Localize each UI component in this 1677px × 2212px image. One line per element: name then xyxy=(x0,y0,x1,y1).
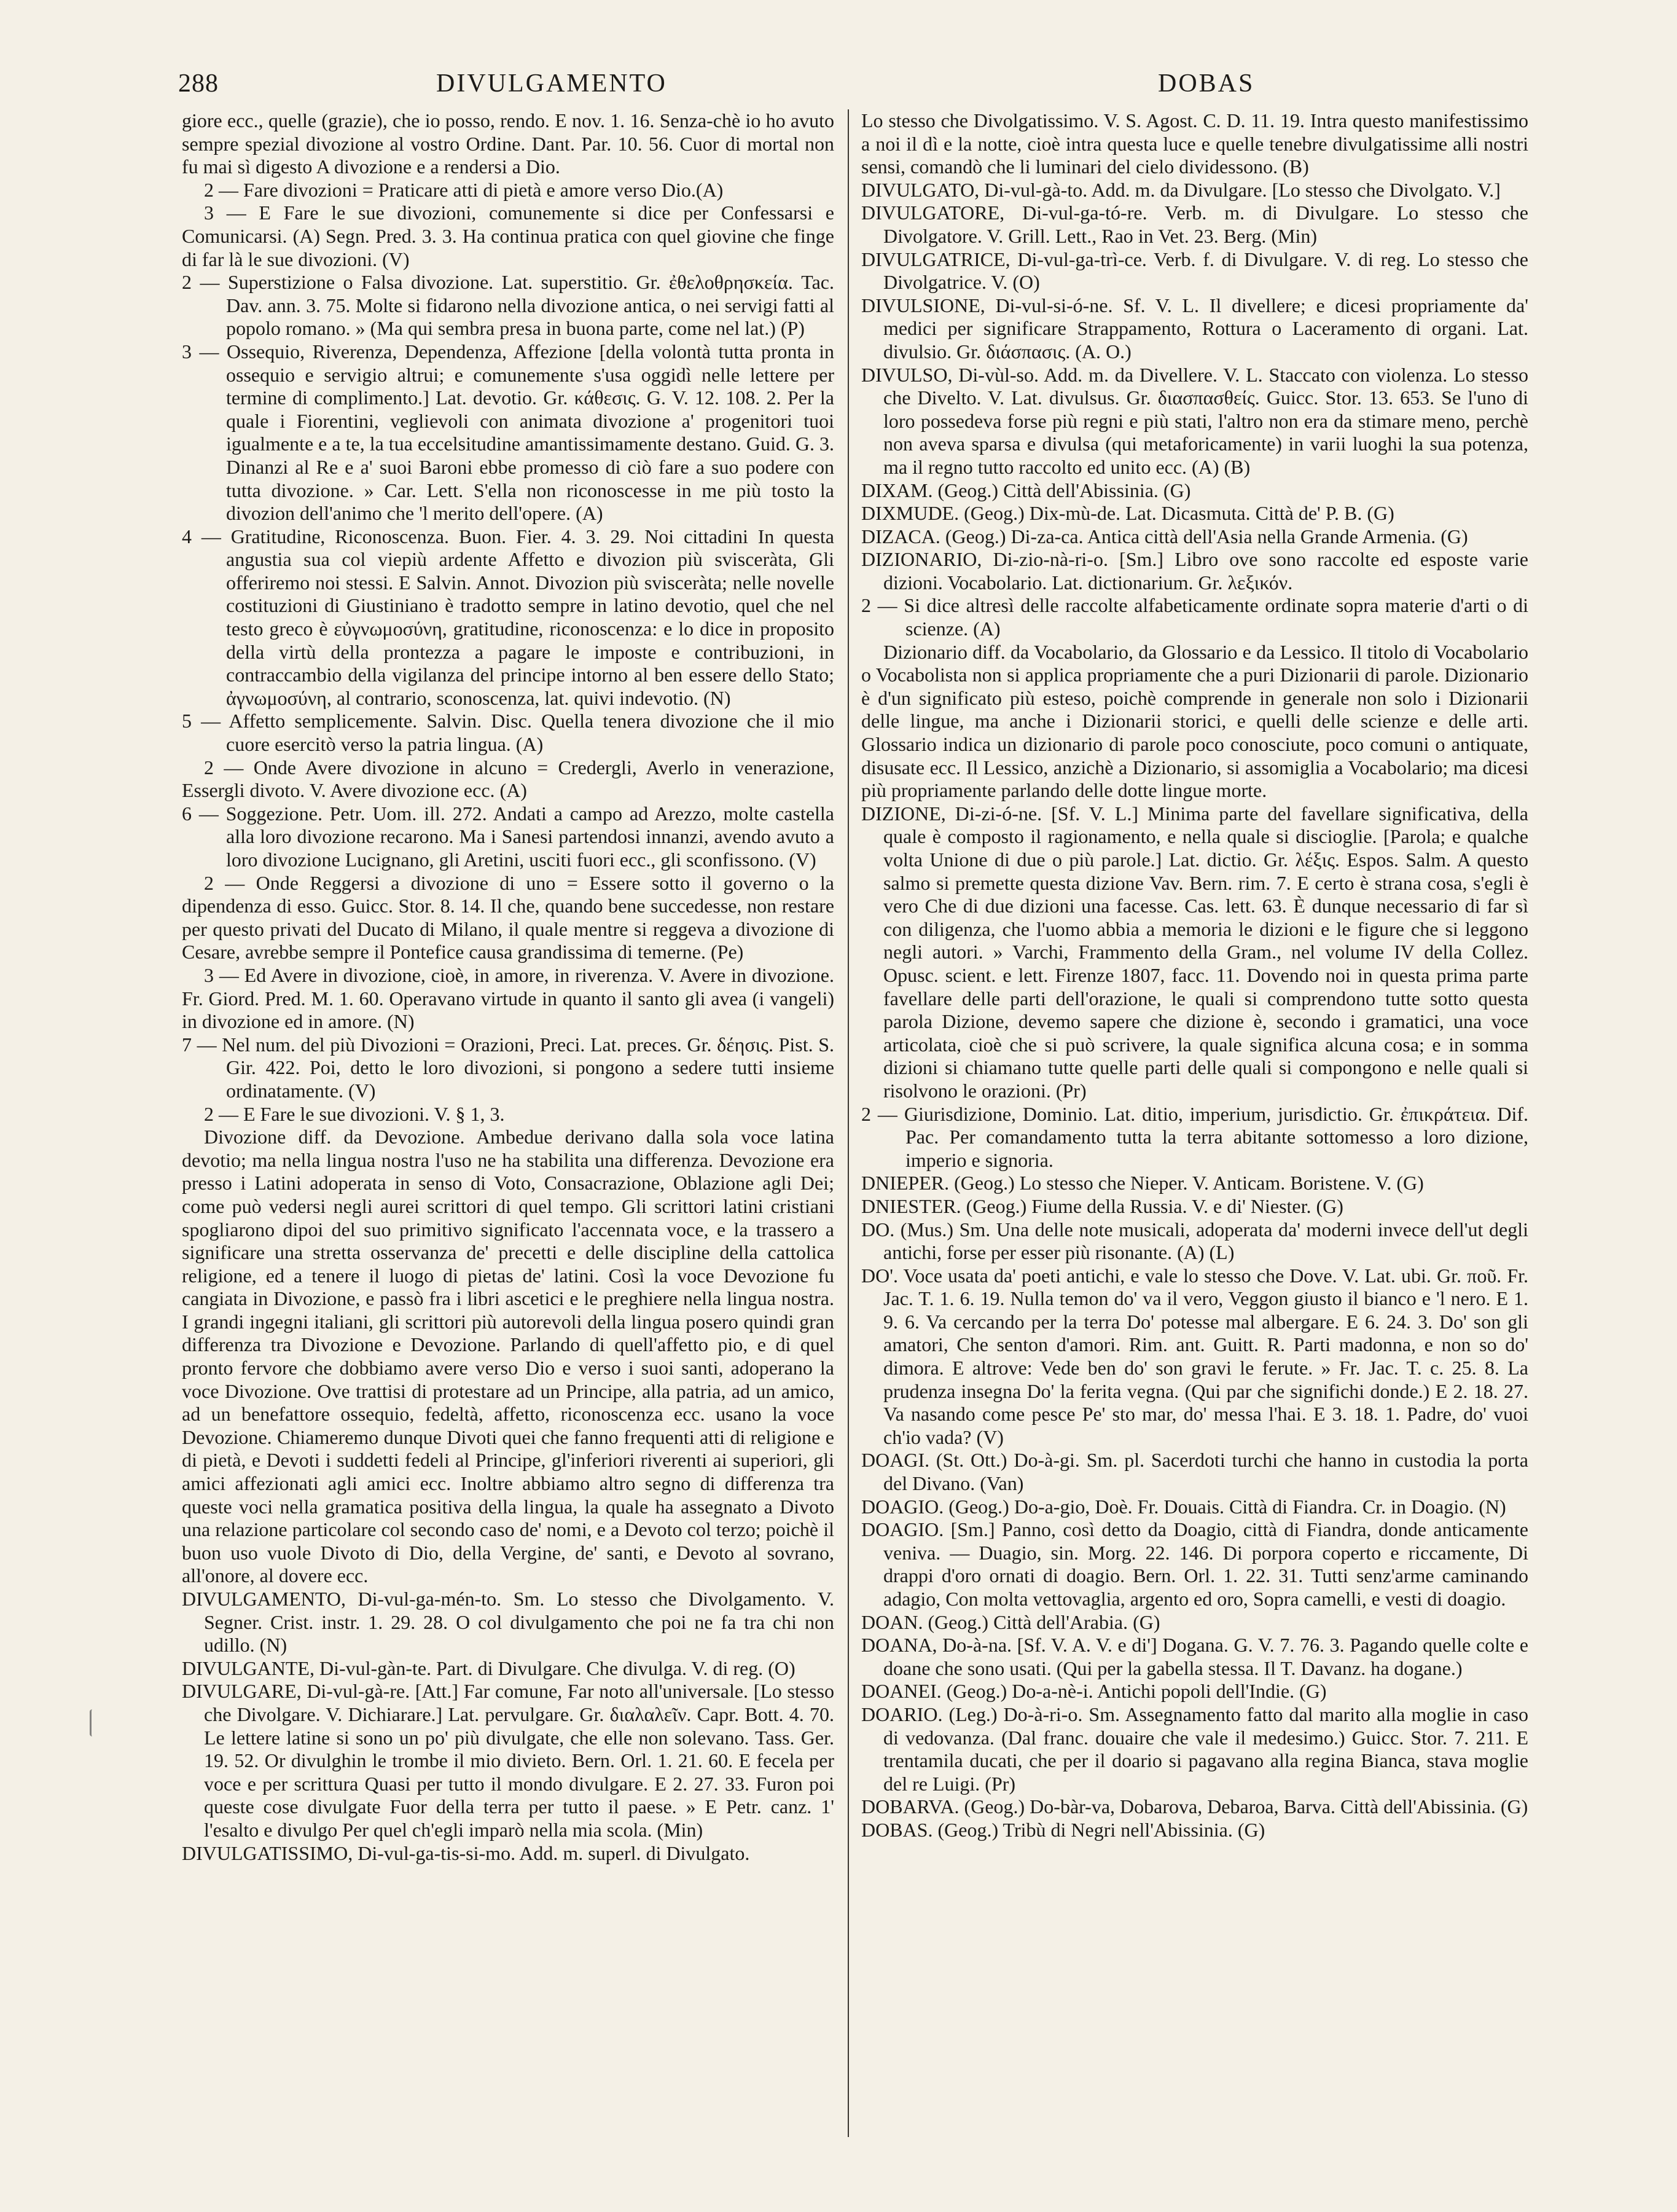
entry-paragraph: 2 — Fare divozioni = Praticare atti di pietà e amore verso Dio.(A) xyxy=(204,178,724,201)
headword-entry: DOAN. (Geog.) Città dell'Arabia. (G) xyxy=(861,1610,1160,1633)
headword-entry: DIVULSO, Di-vùl-so. Add. m. da Divellere. V. L. Staccato con violenza. Lo stesso che Divelto. V. Lat. divulsus. Gr. διασπασθείς. Guicc. Stor. 13. 653. Se l'uno di loro possedeva forse più regni e più stati, l'altro non era da stimare meno, perchè non aveva sparsa e divulsa (qui metaforicamente) in varii luoghi la sua potenza, ma il regno tutto raccolto ed unito ecc. (A) (B) xyxy=(861,363,1528,478)
margin-mark xyxy=(90,1709,96,1736)
usage-note-paragraph: Dizionario diff. da Vocabolario, da Glossario e da Lessico. Il titolo di Vocabolario o Vocabolista non si applica propriamente che a puri Dizionarii di parole. Dizionario è d'un significato più esteso, poichè comprende in generale non solo i Dizionarii delle lingue, ma anche i Dizionarii storici, e quelli delle scienze e delle arti. Glossario indica un dizionario di parole poco conosciute, poco comuni o antiquate, disusate ecc. Il Lessico, anzichè a Dizionario, si assomiglia a Vocabolario; ma dicesi più propriamente parlando delle dotte lingue morte. xyxy=(861,640,1528,802)
sense-paragraph: 4 — Gratitudine, Riconoscenza. Buon. Fier. 4. 3. 29. Noi cittadini In questa angustia sua col viepiù ardente Affetto e divozion più svisceràta, Gli offeriremo noi stessi. E Salvin. Annot. Divozion più svisceràta; nelle novelle costituzioni di Giustiniano è tradotto sempre in latino devotio, quel che nel testo greco è εὐγνωμοσύνη, gratitudine, riconoscenza: e lo dice in proposito della virtù della prontezza a pagare le imposte e contribuzioni, in contraccambio della vigilanza del principe intorno al ben essere dello Stato; ἀγνωμοσύνη, al contrario, sconoscenza, lat. quivi indevotio. (N) xyxy=(182,525,834,709)
left-running-head: DIVULGAMENTO xyxy=(436,69,667,98)
sense-paragraph: 5 — Affetto semplicemente. Salvin. Disc. Quella tenera divozione che il mio cuore esercitò verso la patria lingua. (A) xyxy=(182,710,834,756)
page-number: 288 xyxy=(178,69,219,98)
usage-note-paragraph: Divozione diff. da Devozione. Ambedue derivano dalla sola voce latina devotio; ma nella lingua nostra l'uso ne ha stabilita una differenza. Devozione era presso i Latini adoperata in senso di Voto, Consacrazione, Oblazione agli Dei; come può vedersi negli aurei scrittori di quel tempo. Gli scrittori latini cristiani spogliarono dipoi del suo primitivo significato l'accennata voce, e la trassero a significare una stretta osservanza de' precetti e delle discipline della cattolica religione, ed a tenere il luogo di pietas de' latini. Così la voce Devozione fu cangiata in Divozione, e passò fra i libri ascetici e le preghiere nella lingua nostra. I grandi ingegni italiani, gli scrittori più autorevoli della lingua posero quindi gran differenza tra Divozione e Devozione. Parlando di quell'affetto pio, e di quel pronto fervore che dobbiamo avere verso Dio e verso i suoi santi, adoperano la voce Divozione. Ove trattisi di protestare ad un Principe, alla patria, ad un amico, ad un benefattore ossequio, fedeltà, affetto, riconoscenza ecc. usano la voce Devozione. Chiameremo dunque Divoti quei che fanno frequenti atti di religione e di pietà, e Devoti i suddetti fedeli al Principe, gl'inferiori riverenti ai superiori, gli amici affezionati agli amici ecc. Inoltre abbiamo altro segno di differenza tra queste voci nella gramatica positiva della lingua, la quale ha assegnato a Divoto una relazione particolare col secondo caso de' nomi, e a Devoto col terzo; poichè il buon uso vuole Divoto di Dio, della Vergine, de' santi, e Devoto al sovrano, all'onore, al dovere ecc. xyxy=(182,1126,834,1587)
headword-entry: DIZIONARIO, Di-zio-nà-ri-o. [Sm.] Libro ove sono raccolte ed esposte varie dizioni. Vocabolario. Lat. dictionarium. Gr. λεξικόν. xyxy=(861,548,1528,594)
headword-entry: DIZACA. (Geog.) Di-za-ca. Antica città dell'Asia nella Grande Armenia. (G) xyxy=(861,525,1468,547)
headword-entry: DIXMUDE. (Geog.) Dix-mù-de. Lat. Dicasmuta. Città de' P. B. (G) xyxy=(861,502,1394,525)
entry-paragraph: giore ecc., quelle (grazie), che io posso, rendo. E nov. 1. 16. Senza-chè io ho avuto sempre spezial divozione al vostro Ordine. Dant. Par. 10. 56. Cuor di mortal non fu mai sì digesto A divozione e a rendersi a Dio. xyxy=(182,109,834,178)
headword-entry: DIXAM. (Geog.) Città dell'Abissinia. (G) xyxy=(861,479,1191,501)
subsense-paragraph: 2 — Onde Reggersi a divozione di uno = Essere sotto il governo o la dipendenza di esso. Guicc. Stor. 8. 14. Il che, quando bene succedesse, non restare per questo privati del Ducato di Milano, il quale mentre si reggeva a divozione di Cesare, avrebbe sempre il Pontefice causa grandissima di temerne. (Pe) xyxy=(182,871,834,963)
running-header xyxy=(178,61,1468,104)
headword-entry: DOAGIO. [Sm.] Panno, così detto da Doagio, città di Fiandra, donde anticamente veniva. — Duagio, sin. Morg. 22. 146. Di porpora coperto e riccamente, Di drappi d'oro ornati di doagio. Bern. Orl. 1. 22. 31. Tutti senz'arme caminando adagio, Con molta vettovaglia, argento ed oro, Sopra camelli, e vesti di doagio. xyxy=(861,1518,1528,1610)
sense-paragraph: 6 — Soggezione. Petr. Uom. ill. 272. Andati a campo ad Arezzo, molte castella alla loro divozione recarono. Ma i Sanesi partendosi innanzi, avendo avuto a loro divozione Lucignano, gli Aretini, usciti fuori ecc., gli sconfissono. (V) xyxy=(182,802,834,871)
subsense-paragraph: 3 — Ed Avere in divozione, cioè, in amore, in riverenza. V. Avere in divozione. Fr. Giord. Pred. M. 1. 60. Operavano virtude in quanto il santo gli avea (i vangeli) in divozione ed in amore. (N) xyxy=(182,963,834,1033)
headword-entry: DOBAS. (Geog.) Tribù di Negri nell'Abissinia. (G) xyxy=(861,1818,1265,1841)
headword-entry: DOAGIO. (Geog.) Do-a-gio, Doè. Fr. Douais. Città di Fiandra. Cr. in Doagio. (N) xyxy=(861,1495,1506,1518)
headword-entry: DIVULGATORE, Di-vul-ga-tó-re. Verb. m. di Divulgare. Lo stesso che Divolgatore. V. Grill. Lett., Rao in Vet. 23. Berg. (Min) xyxy=(861,202,1528,247)
sense-paragraph: 2 — Superstizione o Falsa divozione. Lat. superstitio. Gr. ἐθελοθρησκεία. Tac. Dav. ann. 3. 75. Molte si fidarono nella divozione antica, o nei servigi fatti al popolo romano. » (Ma qui sembra presa in buona parte, come nel lat.) (P) xyxy=(182,271,834,340)
headword-entry: DO'. Voce usata da' poeti antichi, e vale lo stesso che Dove. V. Lat. ubi. Gr. ποῦ. Fr. Jac. T. 1. 6. 19. Nulla temon do' va il vero, Veggon giusto il bianco e 'l nero. E 1. 9. 6. Va cercando per la terra Do' potesse mal albergare. E 6. 24. 3. Do' son gli amatori, Che senton d'amori. Rim. ant. Guitt. R. Parti madonna, e non so do' dimora. E altrove: Vede ben do' son gravi le ferute. » Fr. Jac. T. c. 25. 8. La prudenza insegna Do' la ferita vegna. (Qui par che significhi donde.) E 2. 18. 27. Va nasando come pesce Pe' sto mar, do' messa l'hai. E 3. 18. 1. Padre, do' vuoi ch'io vada? (V) xyxy=(861,1264,1528,1448)
headword-entry: DIVULGANTE, Di-vul-gàn-te. Part. di Divulgare. Che divulga. V. di reg. (O) xyxy=(182,1657,796,1679)
headword-entry: DOANA, Do-à-na. [Sf. V. A. V. e di'] Dogana. G. V. 7. 76. 3. Pagando quelle colte e doane che sono usati. (Qui per la gabella stessa. Il T. Davanz. ha dogane.) xyxy=(861,1634,1528,1679)
headword-entry: DIVULGAMENTO, Di-vul-ga-mén-to. Sm. Lo stesso che Divolgamento. V. Segner. Crist. instr. 1. 29. 28. O col divulgamento che poi ne fa tra chi non udillo. (N) xyxy=(182,1588,834,1657)
subsense-paragraph: 2 — Onde Avere divozione in alcuno = Credergli, Averlo in venerazione, Essergli divoto. V. Avere divozione ecc. (A) xyxy=(182,756,834,802)
left-column xyxy=(182,109,834,2162)
entry-paragraph: 3 — E Fare le sue divozioni, comunemente si dice per Confessarsi e Comunicarsi. (A) Segn. Pred. 3. 3. Ha continua pratica con quel giovine che finge di far là le sue divozioni. (V) xyxy=(182,202,834,270)
headword-entry: DNIEPER. (Geog.) Lo stesso che Nieper. V. Anticam. Boristene. V. (G) xyxy=(861,1172,1424,1194)
entry-paragraph: Lo stesso che Divolgatissimo. V. S. Agost. C. D. 11. 19. Intra questo manifestissimo a noi il dì e la notte, cioè intra questa luce e quelle tenebre divulgatissime alli nostri sensi, comandò che li luminari del cielo dividessono. (B) xyxy=(861,109,1528,178)
headword-entry: DO. (Mus.) Sm. Una delle note musicali, adoperata da' moderni invece dell'ut degli antichi, forse per esser più risonante. (A) (L) xyxy=(861,1218,1528,1264)
headword-entry: DIVULGARE, Di-vul-gà-re. [Att.] Far comune, Far noto all'universale. [Lo stesso che Divolgare. V. Dichiarare.] Lat. pervulgare. Gr. διαλαλεῖν. Capr. Bott. 4. 70. Le lettere latine si sono un po' più divulgate, che elle non solevano. Tass. Ger. 19. 52. Or divulghin le trombe il mio divieto. Bern. Orl. 1. 21. 60. E fecela per voce e per scrittura Quasi per tutto il mondo divulgare. E 2. 27. 33. Furon poi queste cose divulgate Fuor della terra per tutto il paese. » E Petr. canz. 1' l'esalto e divulgo Per quel ch'egli imparò nella mia scola. (Min) xyxy=(182,1680,834,1841)
right-column xyxy=(861,109,1528,2162)
sense-paragraph: 2 — Giurisdizione, Dominio. Lat. ditio, imperium, jurisdictio. Gr. ἐπικράτεια. Dif. Pac. Per comandamento tutta la terra abitante sottomesso a loro dizione, imperio e signoria. xyxy=(861,1102,1528,1171)
right-running-head: DOBAS xyxy=(1158,69,1255,98)
subsense-paragraph: 2 — E Fare le sue divozioni. V. § 1, 3. xyxy=(204,1102,505,1125)
column-divider xyxy=(848,109,849,2137)
headword-entry: DIVULSIONE, Di-vul-si-ó-ne. Sf. V. L. Il divellere; e dicesi propriamente da' medici per significare Strappamento, Rottura o Laceramento di organi. Lat. divulsio. Gr. διάσπασις. (A. O.) xyxy=(861,294,1528,363)
headword-entry: DIZIONE, Di-zi-ó-ne. [Sf. V. L.] Minima parte del favellare significativa, della quale è composto il ragionamento, e nella quale si discioglie. [Parola; e qualche volta Unione di due o più parole.] Lat. dictio. Gr. λέξις. Espos. Salm. A questo salmo si premette questa dizione Vav. Bern. rim. 7. E certo è strana cosa, s'egli è vero Che di due dizioni una facesse. Cas. lett. 63. È dunque necessario di far sì con diligenza, che l'uomo abbia a memoria le dizioni e le figure che si leggono negli autori. » Varchi, Frammento della Gram., nel volume IV della Collez. Opusc. scient. e lett. Firenze 1807, facc. 11. Dovendo noi in questa prima parte favellare delle parti dell'orazione, le quali si comprendono tutte sotto questa parola Dizione, devemo sapere che dizione è, secondo i gramatici, una voce articolata, cioè che si può scrivere, la quale significa alcuna cosa; e in somma dizioni si chiamano tutte quelle parti delle quali si compongono e nelle quali si risolvono le orazioni. (Pr) xyxy=(861,802,1528,1102)
sense-paragraph: 3 — Ossequio, Riverenza, Dependenza, Affezione [della volontà tutta pronta in ossequio e servigio altrui; e comunemente s'usa oggidì nelle lettere per termine di complimento.] Lat. devotio. Gr. κάθεσις. G. V. 12. 108. 2. Per la quale i Fiorentini, veglievoli con animata divozione a' progenitori tuoi igualmente e a te, la tua eccelsitudine amantissimamente destano. Guid. G. 3. Dinanzi al Re e a' suoi Baroni ebbe promesso di ciò fare a suo podere con tutta divozione. » Car. Lett. S'ella non riconoscesse in me più tosto la divozion dell'animo che 'l merito dell'opere. (A) xyxy=(182,340,834,525)
headword-entry: DNIESTER. (Geog.) Fiume della Russia. V. e di' Niester. (G) xyxy=(861,1194,1343,1217)
headword-entry: DIVULGATISSIMO, Di-vul-ga-tis-si-mo. Add. m. superl. di Divulgato. xyxy=(182,1841,750,1864)
headword-entry: DOAGI. (St. Ott.) Do-à-gi. Sm. pl. Sacerdoti turchi che hanno in custodia la porta del Divano. (Van) xyxy=(861,1449,1528,1495)
headword-entry: DOARIO. (Leg.) Do-à-ri-o. Sm. Assegnamento fatto dal marito alla moglie in caso di vedovanza. (Dal franc. douaire che vale il medesimo.) Guicc. Stor. 7. 211. E trentamila ducati, che per il doario si pagavano alla regina Bianca, stava moglie del re Luigi. (Pr) xyxy=(861,1703,1528,1795)
headword-entry: DOBARVA. (Geog.) Do-bàr-va, Dobarova, Debaroa, Barva. Città dell'Abissinia. (G) xyxy=(861,1795,1528,1818)
headword-entry: DOANEI. (Geog.) Do-a-nè-i. Antichi popoli dell'Indie. (G) xyxy=(861,1680,1327,1703)
headword-entry: DIVULGATRICE, Di-vul-ga-trì-ce. Verb. f. di Divulgare. V. di reg. Lo stesso che Divolgatrice. V. (O) xyxy=(861,248,1528,294)
sense-paragraph: 7 — Nel num. del più Divozioni = Orazioni, Preci. Lat. preces. Gr. δέησις. Pist. S. Gir. 422. Poi, detto le loro divozioni, si pongono a sedere tutti insieme ordinatamente. (V) xyxy=(182,1033,834,1102)
sense-paragraph: 2 — Si dice altresì delle raccolte alfabeticamente ordinate sopra materie d'arti o di scienze. (A) xyxy=(861,594,1528,640)
headword-entry: DIVULGATO, Di-vul-gà-to. Add. m. da Divulgare. [Lo stesso che Divolgato. V.] xyxy=(861,178,1501,201)
